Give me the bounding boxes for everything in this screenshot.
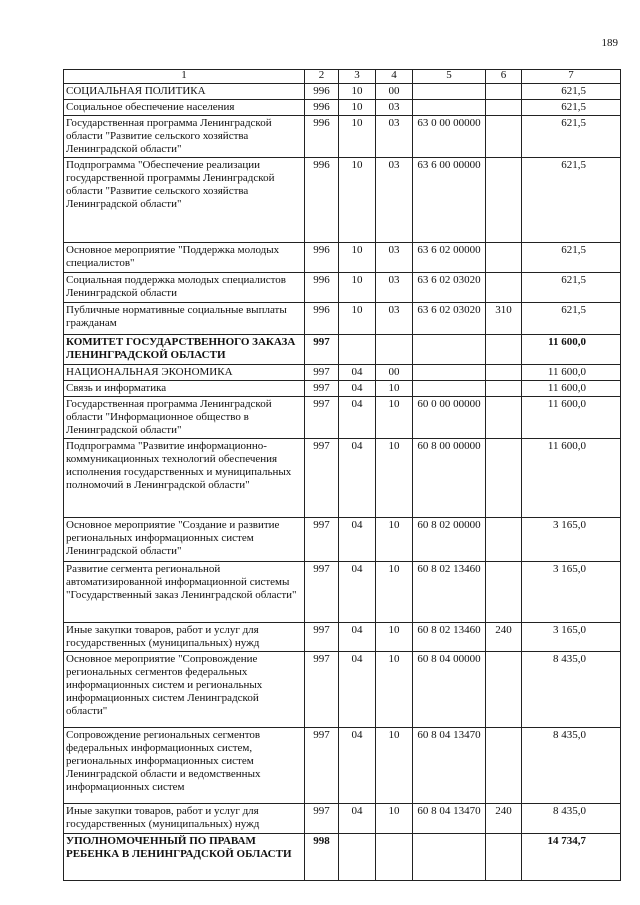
target-article-cell — [413, 84, 486, 100]
item-name-cell: Государственная программа Ленинградской области "Информационное общество в Ленинградской области" — [64, 397, 305, 439]
header-cell: 4 — [376, 70, 413, 84]
table-row — [64, 84, 621, 100]
expense-type-cell — [486, 158, 522, 243]
section-cell: 04 — [339, 652, 376, 728]
target-article-cell: 60 8 04 00000 — [413, 652, 486, 728]
section-cell: 04 — [339, 804, 376, 834]
item-name-cell: Развитие сегмента региональной автоматизированной информационной системы "Государственный заказ Ленинградской области" — [64, 562, 305, 623]
target-article-cell: 63 6 00 00000 — [413, 158, 486, 243]
section-cell: 04 — [339, 518, 376, 562]
subsection-cell: 10 — [376, 652, 413, 728]
item-name-cell: Социальное обеспечение населения — [64, 100, 305, 116]
section-cell: 04 — [339, 381, 376, 397]
department-code-cell: 997 — [305, 728, 339, 804]
amount-cell: 3 165,0 — [522, 518, 621, 562]
department-code-cell: 997 — [305, 365, 339, 381]
item-name-cell: Публичные нормативные социальные выплаты гражданам — [64, 303, 305, 335]
target-article-cell: 60 8 02 13460 — [413, 562, 486, 623]
department-code-cell: 997 — [305, 652, 339, 728]
subsection-cell — [376, 335, 413, 365]
expense-type-cell: 310 — [486, 303, 522, 335]
target-article-cell — [413, 834, 486, 881]
expense-type-cell — [486, 397, 522, 439]
item-name-cell: УПОЛНОМОЧЕННЫЙ ПО ПРАВАМ РЕБЕНКА В ЛЕНИНГРАДСКОЙ ОБЛАСТИ — [64, 834, 305, 881]
section-cell: 10 — [339, 100, 376, 116]
target-article-cell — [413, 100, 486, 116]
subsection-cell: 10 — [376, 623, 413, 652]
target-article-cell: 63 6 02 03020 — [413, 303, 486, 335]
item-name-cell: СОЦИАЛЬНАЯ ПОЛИТИКА — [64, 84, 305, 100]
table-row — [64, 381, 621, 397]
section-cell — [339, 335, 376, 365]
target-article-cell: 60 8 00 00000 — [413, 439, 486, 518]
department-code-cell: 997 — [305, 518, 339, 562]
target-article-cell — [413, 335, 486, 365]
expense-type-cell — [486, 335, 522, 365]
table-row — [64, 834, 621, 881]
subsection-cell: 03 — [376, 116, 413, 158]
expense-type-cell — [486, 365, 522, 381]
target-article-cell: 60 8 04 13470 — [413, 804, 486, 834]
item-name-cell: Иные закупки товаров, работ и услуг для государственных (муниципальных) нужд — [64, 804, 305, 834]
item-name-cell: НАЦИОНАЛЬНАЯ ЭКОНОМИКА — [64, 365, 305, 381]
amount-cell: 14 734,7 — [522, 834, 621, 881]
expense-type-cell — [486, 728, 522, 804]
amount-cell: 621,5 — [522, 303, 621, 335]
expense-type-cell — [486, 84, 522, 100]
amount-cell: 11 600,0 — [522, 381, 621, 397]
amount-cell: 8 435,0 — [522, 652, 621, 728]
header-cell: 3 — [339, 70, 376, 84]
header-cell: 6 — [486, 70, 522, 84]
subsection-cell: 03 — [376, 273, 413, 303]
subsection-cell: 10 — [376, 439, 413, 518]
subsection-cell: 03 — [376, 303, 413, 335]
table-row — [64, 158, 621, 243]
amount-cell: 11 600,0 — [522, 397, 621, 439]
amount-cell: 621,5 — [522, 84, 621, 100]
amount-cell: 3 165,0 — [522, 562, 621, 623]
table-row — [64, 804, 621, 834]
target-article-cell: 63 6 02 00000 — [413, 243, 486, 273]
section-cell: 04 — [339, 623, 376, 652]
table-row — [64, 116, 621, 158]
section-cell: 04 — [339, 365, 376, 381]
amount-cell: 621,5 — [522, 158, 621, 243]
table-row — [64, 728, 621, 804]
department-code-cell: 996 — [305, 273, 339, 303]
amount-cell: 11 600,0 — [522, 335, 621, 365]
expense-type-cell — [486, 439, 522, 518]
table-row — [64, 100, 621, 116]
amount-cell: 3 165,0 — [522, 623, 621, 652]
item-name-cell: Основное мероприятие "Сопровождение региональных сегментов федеральных информационных систем и региональных информационных систем Ленинградской области" — [64, 652, 305, 728]
item-name-cell: Социальная поддержка молодых специалистов Ленинградской области — [64, 273, 305, 303]
header-cell: 7 — [522, 70, 621, 84]
department-code-cell: 997 — [305, 397, 339, 439]
subsection-cell: 03 — [376, 100, 413, 116]
page-number: 189 — [601, 37, 618, 49]
amount-cell: 11 600,0 — [522, 365, 621, 381]
section-cell: 10 — [339, 303, 376, 335]
subsection-cell: 10 — [376, 381, 413, 397]
header-row — [64, 70, 621, 84]
section-cell: 10 — [339, 84, 376, 100]
table-row — [64, 273, 621, 303]
item-name-cell: КОМИТЕТ ГОСУДАРСТВЕННОГО ЗАКАЗА ЛЕНИНГРАДСКОЙ ОБЛАСТИ — [64, 335, 305, 365]
department-code-cell: 997 — [305, 804, 339, 834]
department-code-cell: 997 — [305, 562, 339, 623]
expense-type-cell — [486, 562, 522, 623]
target-article-cell — [413, 381, 486, 397]
item-name-cell: Иные закупки товаров, работ и услуг для государственных (муниципальных) нужд — [64, 623, 305, 652]
subsection-cell: 10 — [376, 562, 413, 623]
department-code-cell: 998 — [305, 834, 339, 881]
table-row — [64, 303, 621, 335]
department-code-cell: 996 — [305, 100, 339, 116]
item-name-cell: Основное мероприятие "Создание и развитие региональных информационных систем Ленинградской области" — [64, 518, 305, 562]
table-row — [64, 518, 621, 562]
section-cell: 04 — [339, 562, 376, 623]
item-name-cell: Подпрограмма "Обеспечение реализации государственной программы Ленинградской области "Развитие сельского хозяйства Ленинградской области" — [64, 158, 305, 243]
table-row — [64, 397, 621, 439]
section-cell — [339, 834, 376, 881]
expense-type-cell — [486, 652, 522, 728]
table-row — [64, 243, 621, 273]
subsection-cell: 03 — [376, 158, 413, 243]
section-cell: 10 — [339, 243, 376, 273]
amount-cell: 621,5 — [522, 273, 621, 303]
department-code-cell: 996 — [305, 84, 339, 100]
department-code-cell: 997 — [305, 381, 339, 397]
subsection-cell: 10 — [376, 804, 413, 834]
subsection-cell: 10 — [376, 728, 413, 804]
target-article-cell: 60 8 02 13460 — [413, 623, 486, 652]
subsection-cell: 10 — [376, 518, 413, 562]
table-row — [64, 562, 621, 623]
expense-type-cell — [486, 273, 522, 303]
subsection-cell: 10 — [376, 397, 413, 439]
subsection-cell — [376, 834, 413, 881]
target-article-cell: 63 6 02 03020 — [413, 273, 486, 303]
department-code-cell: 997 — [305, 439, 339, 518]
expense-type-cell — [486, 518, 522, 562]
table-row — [64, 623, 621, 652]
expense-type-cell — [486, 834, 522, 881]
item-name-cell: Государственная программа Ленинградской области "Развитие сельского хозяйства Ленинградской области" — [64, 116, 305, 158]
target-article-cell: 60 8 02 00000 — [413, 518, 486, 562]
expense-type-cell — [486, 100, 522, 116]
department-code-cell: 996 — [305, 243, 339, 273]
department-code-cell: 996 — [305, 116, 339, 158]
expense-type-cell — [486, 381, 522, 397]
amount-cell: 8 435,0 — [522, 804, 621, 834]
table-row — [64, 439, 621, 518]
item-name-cell: Связь и информатика — [64, 381, 305, 397]
header-cell: 1 — [64, 70, 305, 84]
department-code-cell: 997 — [305, 335, 339, 365]
section-cell: 10 — [339, 116, 376, 158]
section-cell: 10 — [339, 158, 376, 243]
section-cell: 10 — [339, 273, 376, 303]
expense-type-cell: 240 — [486, 804, 522, 834]
amount-cell: 621,5 — [522, 243, 621, 273]
expense-type-cell: 240 — [486, 623, 522, 652]
target-article-cell — [413, 365, 486, 381]
header-cell: 5 — [413, 70, 486, 84]
table-row — [64, 652, 621, 728]
expense-type-cell — [486, 116, 522, 158]
section-cell: 04 — [339, 439, 376, 518]
item-name-cell: Основное мероприятие "Поддержка молодых специалистов" — [64, 243, 305, 273]
expense-type-cell — [486, 243, 522, 273]
header-cell: 2 — [305, 70, 339, 84]
section-cell: 04 — [339, 728, 376, 804]
item-name-cell: Подпрограмма "Развитие информационно-коммуникационных технологий обеспечения исполнения государственных и муниципальных полномочий в Ленинградской области" — [64, 439, 305, 518]
subsection-cell: 00 — [376, 365, 413, 381]
department-code-cell: 996 — [305, 158, 339, 243]
budget-table — [63, 69, 621, 881]
section-cell: 04 — [339, 397, 376, 439]
amount-cell: 11 600,0 — [522, 439, 621, 518]
target-article-cell: 63 0 00 00000 — [413, 116, 486, 158]
department-code-cell: 996 — [305, 303, 339, 335]
subsection-cell: 00 — [376, 84, 413, 100]
target-article-cell: 60 0 00 00000 — [413, 397, 486, 439]
amount-cell: 621,5 — [522, 116, 621, 158]
department-code-cell: 997 — [305, 623, 339, 652]
target-article-cell: 60 8 04 13470 — [413, 728, 486, 804]
amount-cell: 621,5 — [522, 100, 621, 116]
item-name-cell: Сопровождение региональных сегментов федеральных информационных систем, региональных информационных систем Ленинградской области и ведомственных информационных систем — [64, 728, 305, 804]
table-row — [64, 365, 621, 381]
amount-cell: 8 435,0 — [522, 728, 621, 804]
subsection-cell: 03 — [376, 243, 413, 273]
table-row — [64, 335, 621, 365]
